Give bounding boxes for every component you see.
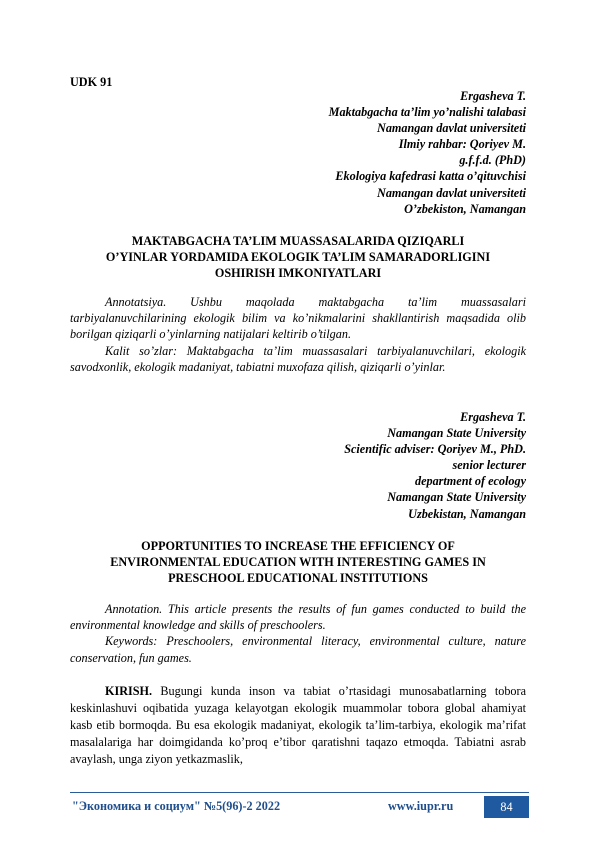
- uz-adviser-position: Ekologiya kafedrasi katta o’qituvchisi: [335, 169, 526, 184]
- uz-title-line: OSHIRISH IMKONIYATLARI: [214, 266, 382, 280]
- en-author-block: [344, 409, 526, 522]
- en-annotation: Annotation. This article presents the results of fun games conducted to build the environmental knowledge and skills of preschoolers.: [70, 602, 526, 633]
- en-abstract: [70, 601, 526, 666]
- uz-location: O’zbekiston, Namangan: [404, 201, 526, 216]
- intro-text: Bugungi kunda inson va tabiat o’rtasidagi munosabatlarning tobora keskinlashuvi oqibatida yuzaga kelayotgan ekologik muammolar tobora global ahamiyat kasb etib bormoqda. Bu esa ekologik madaniyat, ekologik ta’lim-tarbiya, ekologik ma’rifat masalalariga har doimgidanda ko’proq e’tibor qaratishni taqazo etmoqda. Tabiatni asrab avaylash, unga ziyon yetkazmaslik,: [70, 684, 526, 766]
- uz-adviser: Ilmiy rahbar: Qoriyev M.: [398, 137, 526, 152]
- uz-title-line: MAKTABGACHA TA’LIM MUASSASALARIDA QIZIQARLI: [131, 234, 465, 248]
- journal-name: "Экономика и социум" №5(96)-2 2022: [72, 799, 281, 813]
- journal-website[interactable]: www.iupr.ru: [388, 799, 454, 813]
- body-section: [70, 683, 526, 768]
- uz-keywords: Kalit so’zlar: Maktabgacha ta’lim muassasalari tarbiyalanuvchilari, ekologik savodxonlik, ekologik madaniyat, tabiatni muxofaza qilish, qiziqarli o’yinlar.: [70, 343, 526, 374]
- en-title-line: ENVIRONMENTAL EDUCATION WITH INTERESTING GAMES IN: [110, 555, 486, 569]
- en-author-university: Namangan State University: [387, 426, 526, 441]
- uz-adviser-degree: g.f.f.d. (PhD): [459, 153, 526, 168]
- en-title-line: PRESCHOOL EDUCATIONAL INSTITUTIONS: [168, 571, 428, 585]
- intro-heading: KIRISH.: [105, 684, 153, 698]
- uz-author-affiliation: Maktabgacha ta’lim yo’nalishi talabasi: [328, 105, 526, 120]
- en-location: Uzbekistan, Namangan: [408, 506, 526, 521]
- en-title-line: OPPORTUNITIES TO INCREASE THE EFFICIENCY OF: [141, 539, 455, 553]
- uz-abstract: [70, 294, 526, 375]
- udk-code: UDK 91: [70, 75, 113, 89]
- en-adviser-university: Namangan State University: [387, 490, 526, 505]
- en-adviser-department: department of ecology: [414, 474, 526, 489]
- uz-author-university: Namangan davlat universiteti: [377, 121, 526, 136]
- uz-author-block: [329, 88, 526, 217]
- en-adviser-position: senior lecturer: [452, 458, 526, 473]
- uz-author-name: Ergasheva T.: [460, 89, 526, 103]
- uz-adviser-university: Namangan davlat universiteti: [377, 185, 526, 200]
- footer-divider: [70, 792, 529, 793]
- uz-annotation: Annotatsiya. Ushbu maqolada maktabgacha ta’lim muassasalari tarbiyalanuvchilarining ekologik bilim va ko’nikmalarini shakllantirish maqsadida olib borilgan qiziqarli o’yinlarning natijalari keltirib o’tilgan.: [70, 295, 526, 342]
- uz-article-title: [70, 233, 526, 281]
- en-author-name: Ergasheva T.: [460, 410, 526, 424]
- intro-paragraph: [70, 683, 526, 768]
- en-article-title: [70, 538, 526, 586]
- en-adviser: Scientific adviser: Qoriyev M., PhD.: [344, 442, 526, 457]
- page-number: 84: [484, 796, 529, 818]
- uz-title-line: O’YINLAR YORDAMIDA EKOLOGIK TA’LIM SAMARADORLIGINI: [105, 250, 491, 264]
- page-footer: [70, 796, 529, 818]
- en-keywords: Keywords: Preschoolers, environmental literacy, environmental culture, nature conservation, fun games.: [70, 634, 526, 665]
